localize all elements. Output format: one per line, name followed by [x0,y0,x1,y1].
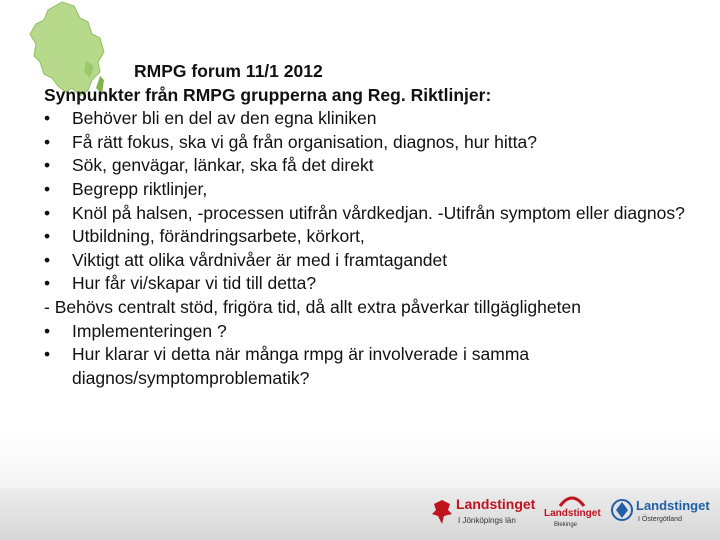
logo-landstinget-blekinge [544,494,604,534]
bullet-text: Utbildning, förändringsarbete, körkort, [72,226,365,247]
ostergotland-griffin-icon [610,496,634,524]
bullet-icon: • [44,320,51,341]
bullet-icon: • [44,202,51,223]
bullet-text: Implementeringen ? [72,320,227,341]
bullet-item [44,320,704,344]
bullet-text: Begrepp riktlinjer, [72,178,208,199]
blekinge-crown-icon [558,494,586,508]
bullet-icon: • [44,155,51,176]
bullet-text: Hur klarar vi detta när många rmpg är involverade i samma diagnos/symptomproblematik? [72,344,530,388]
bullet-text: Knöl på halsen, -processen utifrån vårdkedjan. -Utifrån symptom eller diagnos? [72,202,685,223]
logo-name: Landstinget [456,496,536,512]
slide-body [44,60,704,390]
jonkoping-emblem-icon [430,498,454,526]
logo-name: Landstinget [544,508,601,519]
bullet-icon: • [44,273,51,294]
bullet-item [44,131,704,155]
bullet-text: Få rätt fokus, ska vi gå från organisation, diagnos, hur hitta? [72,131,537,152]
slide-title: RMPG forum 11/1 2012 [134,61,323,81]
bullet-icon: • [44,131,51,152]
bullet-item [44,107,704,131]
logo-sub: I Östergötland [638,516,682,523]
bullet-text: Hur får vi/skapar vi tid till detta? [72,273,317,294]
logo-sub: Blekinge [554,522,578,528]
bullet-item [44,343,704,390]
logo-landstinget-jonkoping [430,494,536,530]
slide-subtitle: Synpunkter från RMPG grupperna ang Reg. Riktlinjer: [44,84,492,105]
bullet-item [44,272,704,296]
bullet-item [44,154,704,178]
logo-sub: I Jönköpings län [458,516,516,525]
logo-landstinget-ostergotland [610,494,714,530]
bullet-item [44,225,704,249]
bullet-item [44,178,704,202]
bullet-icon: • [44,344,51,365]
dash-item: - Behövs centralt stöd, frigöra tid, då allt extra påverkar tillgägligheten [44,296,581,317]
bullet-item [44,202,704,226]
bullet-icon: • [44,178,51,199]
bullet-icon: • [44,249,51,270]
bullet-icon: • [44,108,51,129]
bullet-icon: • [44,226,51,247]
logo-name: Landstinget [636,498,710,513]
bullet-text: Behöver bli en del av den egna kliniken [72,108,377,129]
bullet-text: Viktigt att olika vårdnivåer är med i framtagandet [72,249,448,270]
bullet-item [44,249,704,273]
bullet-text: Sök, genvägar, länkar, ska få det direkt [72,155,374,176]
